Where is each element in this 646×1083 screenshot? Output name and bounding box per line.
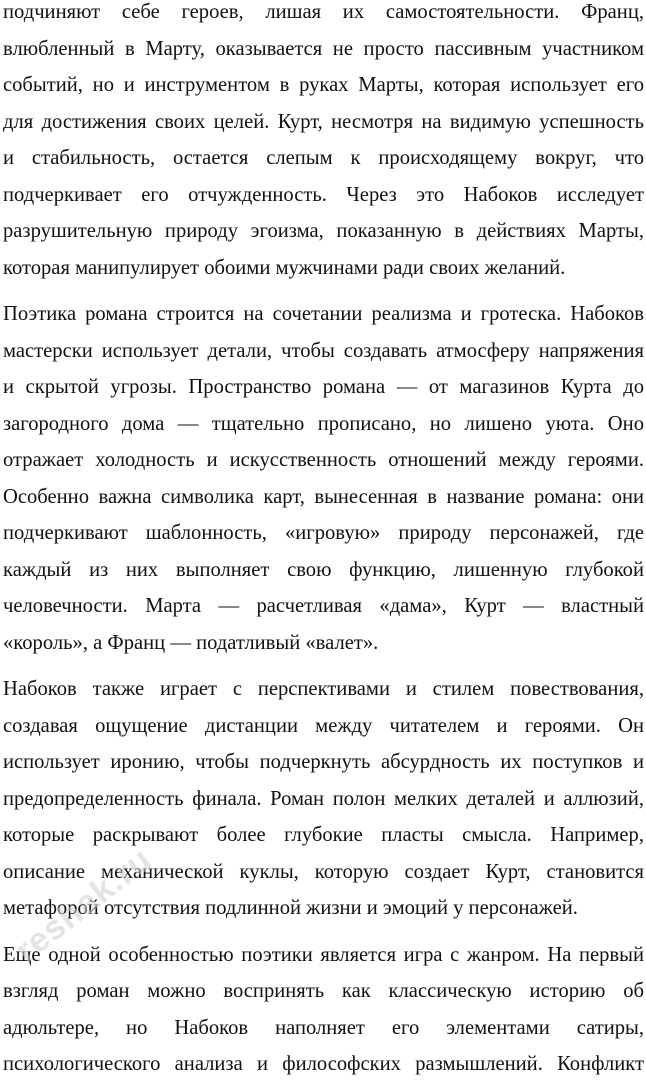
paragraph-2 [3, 296, 644, 661]
paragraph-line: мастерски использует детали, чтобы создавать атмосферу напряжения [3, 339, 644, 362]
paragraph-line: и стабильность, остается слепым к происходящему вокруг, что [3, 147, 644, 169]
paragraph-line: которая манипулирует обоими мужчинами ради своих желаний. [3, 256, 566, 279]
paragraph-line: каждый из них выполняет свою функцию, лишенную глубокой [3, 558, 644, 581]
paragraph-line: и скрытой угрозы. Пространство романа — от магазинов Курта до [3, 376, 644, 398]
paragraph-line: для достижения своих целей. Курт, несмотря на видимую успешность [3, 110, 644, 133]
paragraph-line: которые раскрывают более глубокие пласты смысла. Например, [3, 824, 644, 846]
watermark-logo: reshak.ru [8, 840, 160, 970]
paragraph-line: адюльтере, но Набоков наполняет его элементами сатиры, [3, 1016, 644, 1039]
paragraph-line: использует иронию, чтобы подчеркнуть абсурдность их поступков и [3, 751, 644, 773]
paragraph-spacer [3, 286, 644, 296]
paragraph-line: влюбленный в Марту, оказывается не просто пассивным участником [3, 37, 644, 60]
paragraph-line: событий, но и инструментом в руках Марты, которая использует его [3, 74, 644, 96]
paragraph-line: взгляд роман можно воспринять как классическую историю об [3, 980, 644, 1002]
paragraph-line: «король», а Франц — податливый «валет». [3, 631, 379, 654]
paragraph-line: психологического анализа и философских размышлений. Конфликт [3, 1053, 644, 1075]
paragraph-line: разрушительную природу эгоизма, показанную в действиях Марты, [3, 220, 644, 242]
paragraph-line: создавая ощущение дистанции между читателем и героями. Он [3, 714, 644, 737]
paragraph-3 [3, 671, 644, 927]
paragraph-line: человечности. Марта — расчетливая «дама», Курт — властный [3, 595, 644, 617]
paragraph-line: подчеркивает его отчужденность. Через это Набоков исследует [3, 183, 644, 206]
paragraph-spacer [3, 661, 644, 671]
paragraph-line: Набоков также играет с перспективами и стилем повествования, [3, 678, 644, 700]
paragraph-line: отражает холодность и искусственность отношений между героями. [3, 449, 644, 471]
paragraph-line: загородного дома — тщательно прописано, но лишено уюта. Оно [3, 412, 644, 435]
paragraph-line: метафорой отсутствия подлинной жизни и эмоций у персонажей. [3, 897, 578, 919]
paragraph-spacer [3, 927, 644, 937]
paragraph-line: Особенно важна символика карт, вынесенная в название романа: они [3, 485, 644, 508]
paragraph-line: Поэтика романа строится на сочетании реализма и гротеска. Набоков [3, 303, 644, 325]
paragraph-line: описание механической куклы, которую создает Курт, становится [3, 860, 644, 883]
paragraph-line: Еще одной особенностью поэтики является игра с жанром. На первый [3, 943, 644, 966]
paragraph-4 [3, 937, 644, 1083]
paragraph-line: предопределенность финала. Роман полон мелких деталей и аллюзий, [3, 787, 644, 810]
paragraph-line: подчеркивают шаблонность, «игровую» природу персонажей, где [3, 522, 644, 544]
paragraph-1 [3, 0, 644, 286]
paragraph-line: подчиняют себе героев, лишая их самостоятельности. Франц, [3, 1, 644, 23]
